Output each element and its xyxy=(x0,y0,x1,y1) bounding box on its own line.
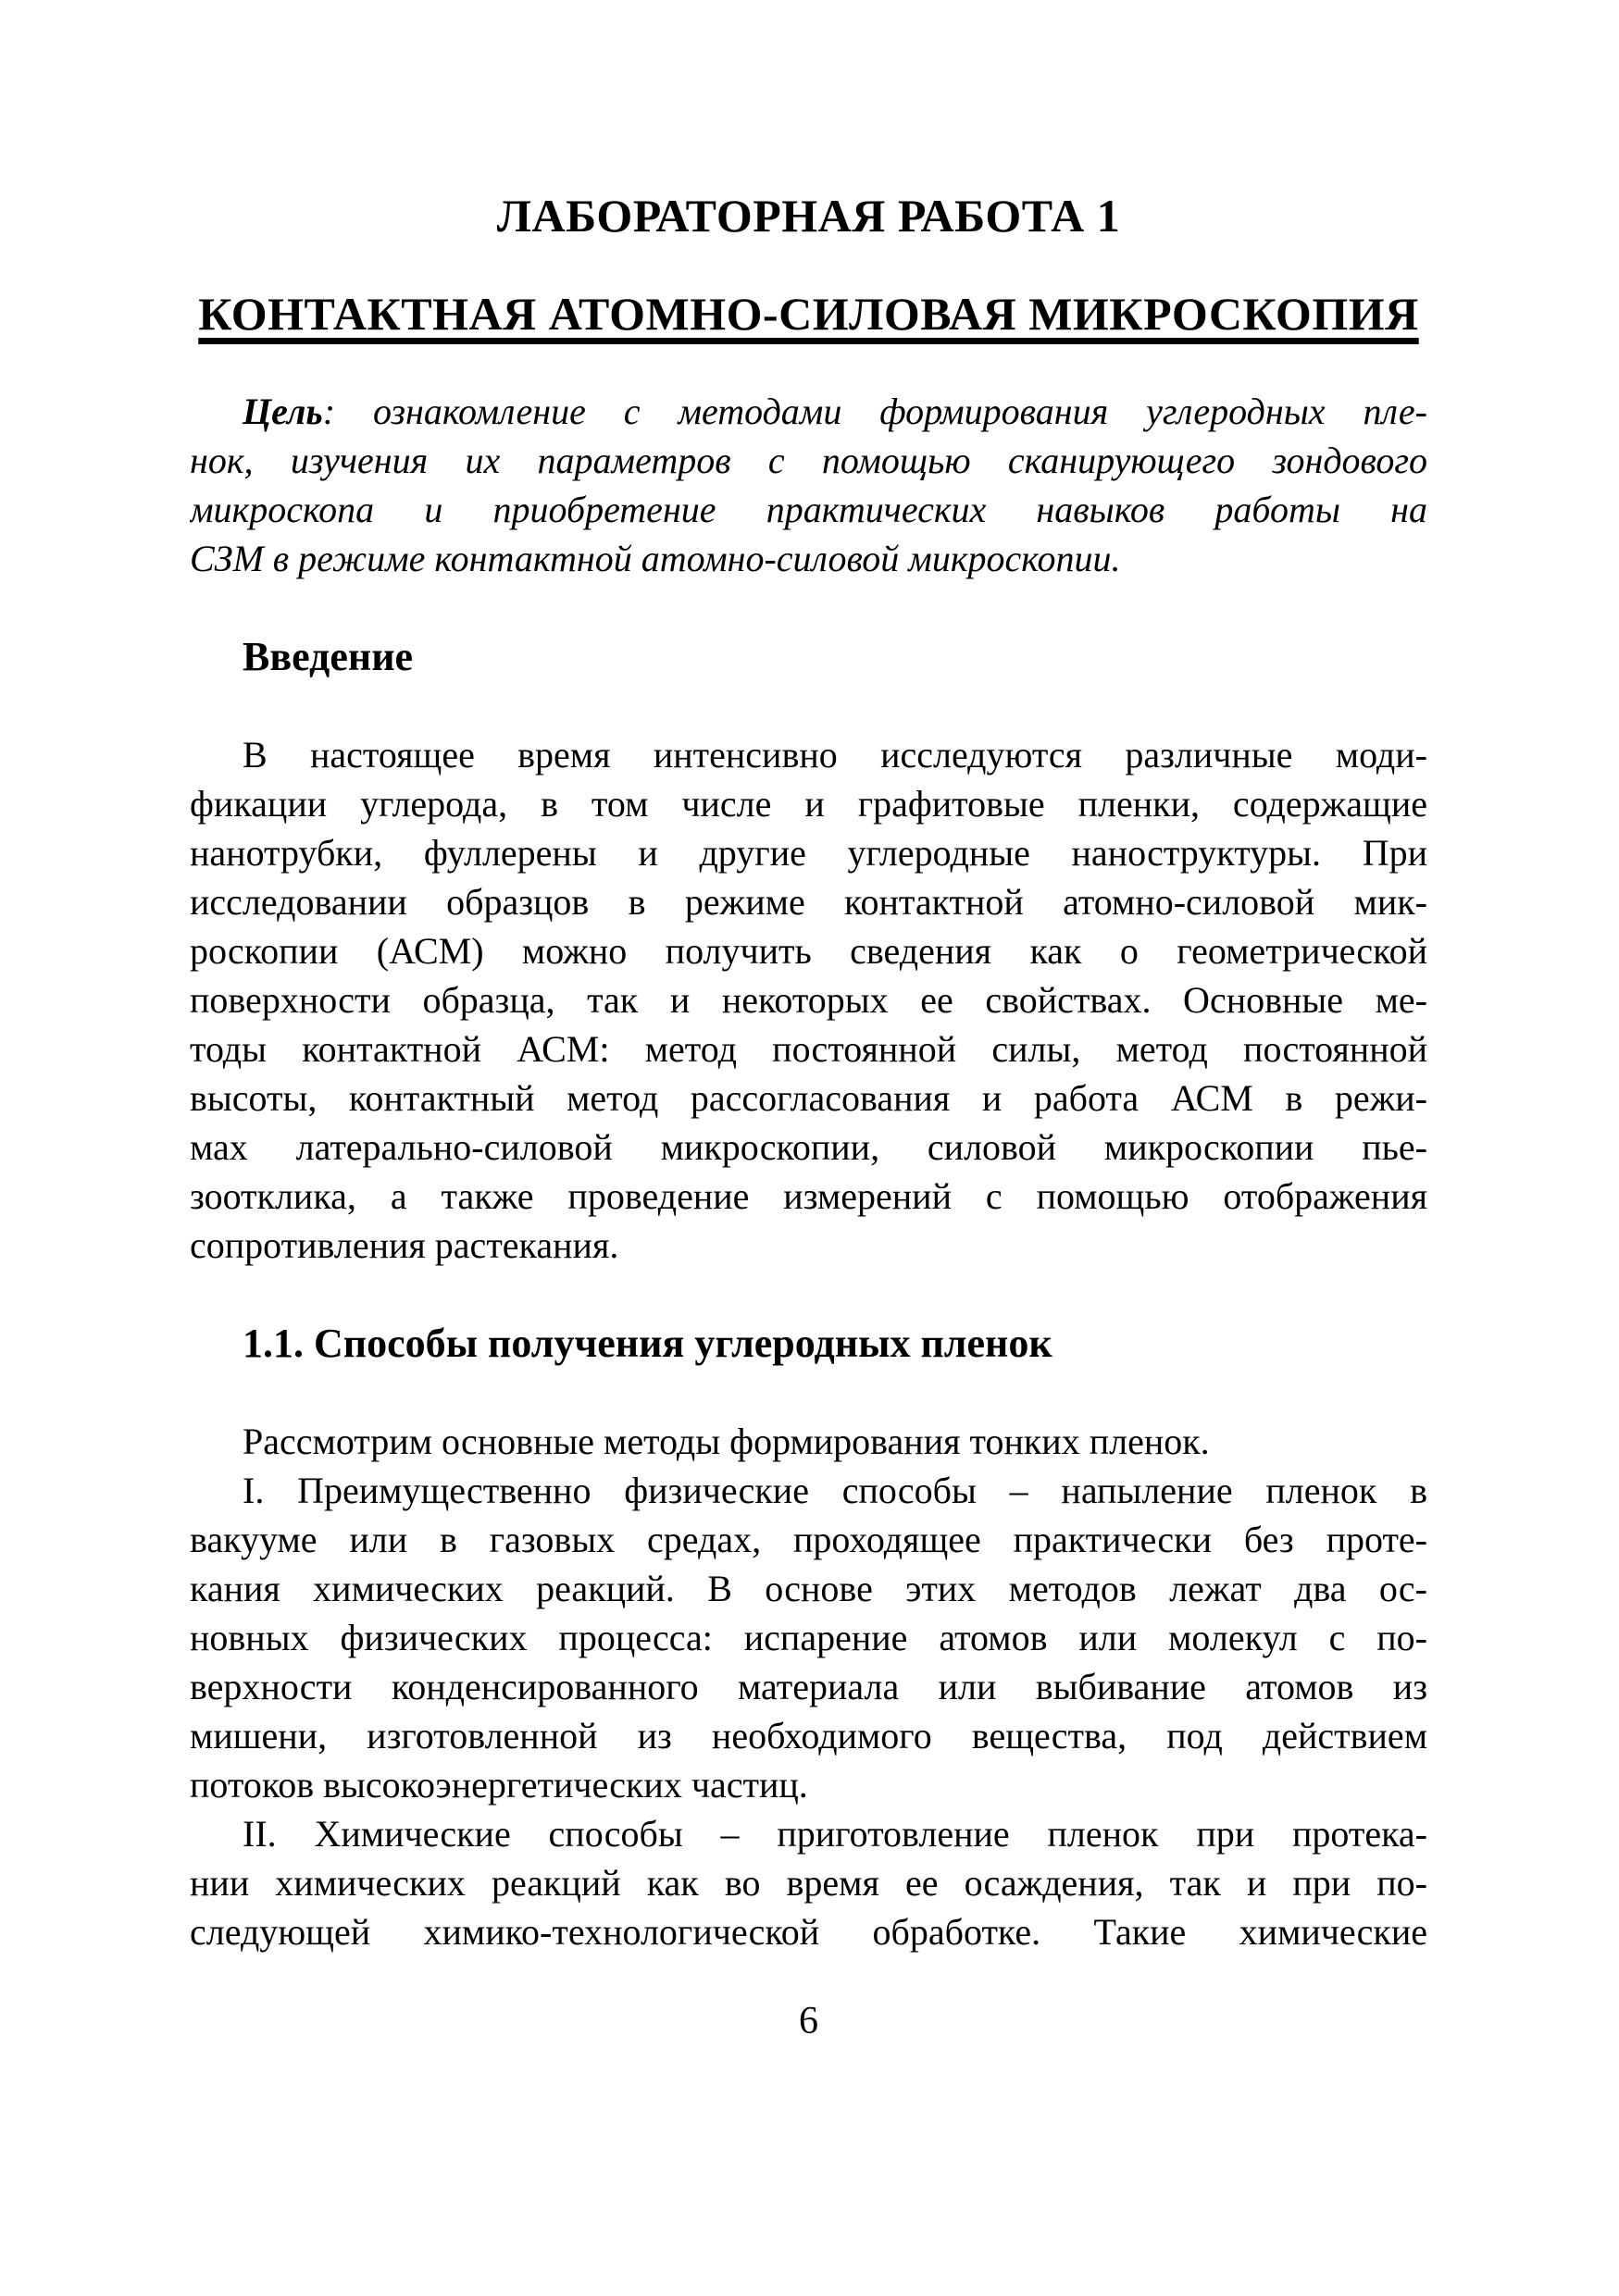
text-line xyxy=(190,387,1427,436)
text-line: I. Преимущественно физические способы – напыление пленок в xyxy=(243,1470,1427,1511)
goal-paragraph-lines xyxy=(190,436,1427,583)
physical-methods-paragraph xyxy=(190,1466,1427,1809)
intro-heading: Введение xyxy=(243,634,414,679)
chapter-title: КОНТАКТНАЯ АТОМНО-СИЛОВАЯ МИКРОСКОПИЯ xyxy=(198,288,1419,340)
goal-paragraph xyxy=(190,387,1427,583)
text-line: следующей химико-технологической обработке. Такие химические xyxy=(190,1911,1427,1953)
text-line: высоты, контактный метод рассогласования и работа АСМ в режи- xyxy=(190,1077,1427,1119)
text-line: СЗМ в режиме контактной атомно-силовой микроскопии. xyxy=(190,538,1121,579)
page-content xyxy=(190,187,1427,2046)
thin-films-overview-paragraph xyxy=(190,1417,1427,1466)
text-line: микроскопа и приобретение практических навыков работы на xyxy=(190,489,1427,530)
text-line: вакууме или в газовых средах, проходящее практически без проте- xyxy=(190,1519,1427,1560)
text-line: нии химических реакций как во время ее осаждения, так и при по- xyxy=(190,1862,1427,1904)
intro-paragraph xyxy=(190,730,1427,1270)
text-line: верхности конденсированного материала или выбивание атомов из xyxy=(190,1666,1427,1707)
goal-label: Цель xyxy=(243,391,323,432)
text-line: мишени, изготовленной из необходимого вещества, под действием xyxy=(190,1715,1427,1756)
text-line: поверхности образца, так и некоторых ее свойствах. Основные ме- xyxy=(190,979,1427,1021)
text-line: зоотклика, а также проведение измерений с помощью отображения xyxy=(190,1175,1427,1217)
text-line: В настоящее время интенсивно исследуются различные моди- xyxy=(243,734,1427,776)
text-line: сопротивления растекания. xyxy=(190,1224,619,1266)
text-line: нок, изучения их параметров с помощью сканирующего зондового xyxy=(190,440,1427,481)
text-line: тоды контактной АСМ: метод постоянной силы, метод постоянной xyxy=(190,1028,1427,1070)
goal-first-line-rest: : ознакомление с методами формирования углеродных пле- xyxy=(322,391,1427,432)
text-line: нанотрубки, фуллерены и другие углеродные наноструктуры. При xyxy=(190,832,1427,874)
text-line: новных физических процесса: испарение атомов или молекул с по- xyxy=(190,1617,1427,1658)
text-line: мах латерально-силовой микроскопии, силовой микроскопии пье- xyxy=(190,1126,1427,1168)
lab-work-title: ЛАБОРАТОРНАЯ РАБОТА 1 xyxy=(496,190,1121,242)
section-1-1-heading: 1.1. Способы получения углеродных пленок xyxy=(243,1321,1052,1366)
text-line: кания химических реакций. В основе этих методов лежат два ос- xyxy=(190,1568,1427,1609)
page-number: 6 xyxy=(799,2000,818,2042)
text-line: II. Химические способы – приготовление пленок при протека- xyxy=(243,1813,1427,1855)
text-line: Рассмотрим основные методы формирования тонких пленок. xyxy=(243,1421,1210,1462)
chemical-methods-paragraph xyxy=(190,1809,1427,1956)
text-line: исследовании образцов в режиме контактной атомно-силовой мик- xyxy=(190,881,1427,923)
text-line: потоков высокоэнергетических частиц. xyxy=(190,1764,808,1806)
text-line: роскопии (АСМ) можно получить сведения как о геометрической xyxy=(190,930,1427,972)
text-line: фикации углерода, в том числе и графитовые пленки, содержащие xyxy=(190,783,1427,825)
